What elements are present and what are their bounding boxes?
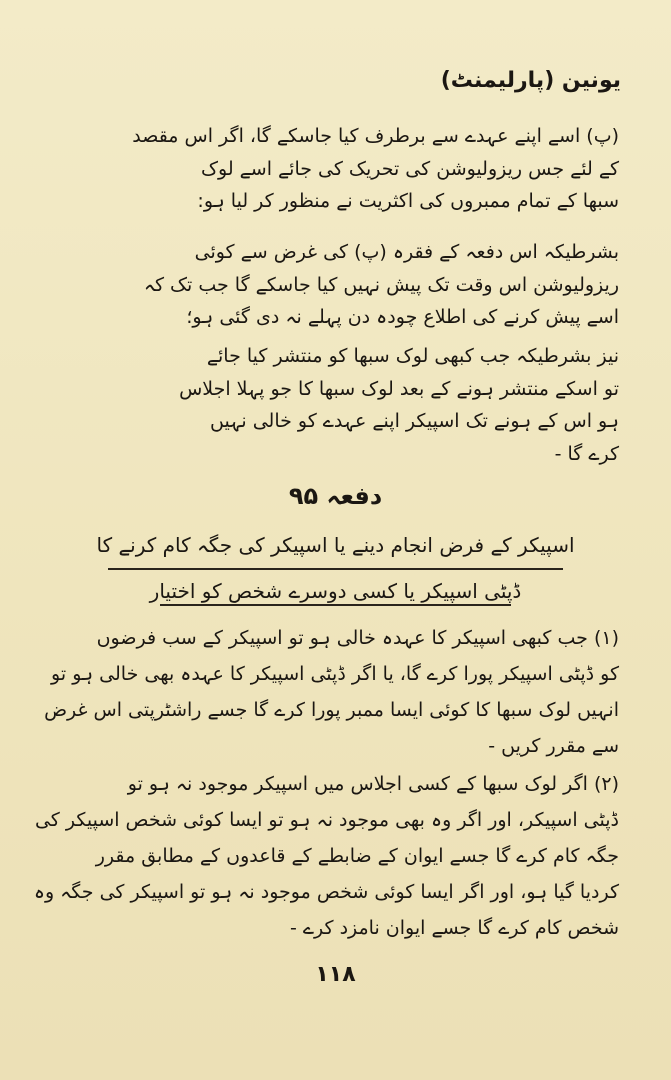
- text-line: شخص کام کرے گا جسے ایوان نامزد کرے -: [289, 917, 619, 939]
- text-line: بشرطیکہ اس دفعہ کے فقرہ (پ) کی غرض سے کوئی: [194, 241, 619, 263]
- subheading-underline: [108, 568, 563, 570]
- section-subheading-line-1: اسپیکر کے فرض انجام دینے یا اسپیکر کی جگہ کام کرنے کا: [96, 533, 575, 557]
- text-line: اسے پیش کرنے کی اطلاع چودہ دن پہلے نہ دی گئی ہو؛: [186, 306, 619, 328]
- paragraph-clause-c: [40, 120, 619, 218]
- text-line: ریزولیوشن اس وقت تک پیش نہیں کیا جاسکے گا جب تک کہ: [143, 273, 619, 296]
- text-line: جگہ کام کرے گا جسے ایوان کے ضابطے کے قاعدوں کے مطابق مقرر: [95, 845, 619, 867]
- text-line: کردیا گیا ہو، اور اگر ایسا کوئی شخص موجود نہ ہو تو اسپیکر کی جگہ وہ: [33, 881, 619, 903]
- text-line: ہو اس کے ہونے تک اسپیکر اپنے عہدے کو خالی نہیں: [210, 410, 619, 432]
- paragraph-proviso-2: [40, 340, 619, 470]
- text-line: کے لئے جس ریزولیوشن کی تحریک کی جائے اسے لوک: [201, 157, 619, 180]
- text-line: سے مقرر کریں -: [488, 735, 619, 757]
- text-line: (۲) اگر لوک سبھا کے کسی اجلاس میں اسپیکر موجود نہ ہو تو: [127, 773, 619, 795]
- section-subheading-line-2: ڈپٹی اسپیکر یا کسی دوسرے شخص کو اختیار: [149, 579, 522, 603]
- text-line: کرے گا -: [554, 442, 619, 465]
- text-line: نیز بشرطیکہ جب کبھی لوک سبھا کو منتشر کیا جائے: [206, 345, 619, 367]
- text-line: (۱) جب کبھی اسپیکر کا عہدہ خالی ہو تو اسپیکر کے سب فرضوں: [96, 627, 619, 649]
- paragraph-subsection-1: [40, 620, 619, 764]
- text-line: (پ) اسے اپنے عہدے سے برطرف کیا جاسکے گا، اگر اس مقصد: [132, 125, 619, 147]
- text-line: تو اسکے منتشر ہونے کے بعد لوک سبھا کا جو پہلا اجلاس: [179, 377, 619, 400]
- page-number: ۱۱۸: [315, 962, 356, 987]
- running-title: یونین (پارلیمنٹ): [440, 68, 621, 93]
- paragraph-proviso-1: [40, 236, 619, 334]
- paragraph-subsection-2: [33, 766, 619, 946]
- subheading-underline: [160, 604, 511, 606]
- running-header: [360, 68, 621, 93]
- text-line: کو ڈپٹی اسپیکر پورا کرے گا، یا اگر ڈپٹی اسپیکر کا عہدہ بھی خالی ہو تو: [51, 663, 619, 685]
- text-line: سبھا کے تمام ممبروں کی اکثریت نے منظور کر لیا ہو:: [197, 190, 619, 212]
- text-line: ڈپٹی اسپیکر، اور اگر وہ بھی موجود نہ ہو تو ایسا کوئی شخص اسپیکر کی: [34, 809, 619, 831]
- text-line: انہیں لوک سبھا کا کوئی ایسا ممبر پورا کرے گا جسے راشٹرپتی اس غرض: [44, 699, 619, 721]
- section-heading: دفعہ ۹۵: [288, 482, 383, 510]
